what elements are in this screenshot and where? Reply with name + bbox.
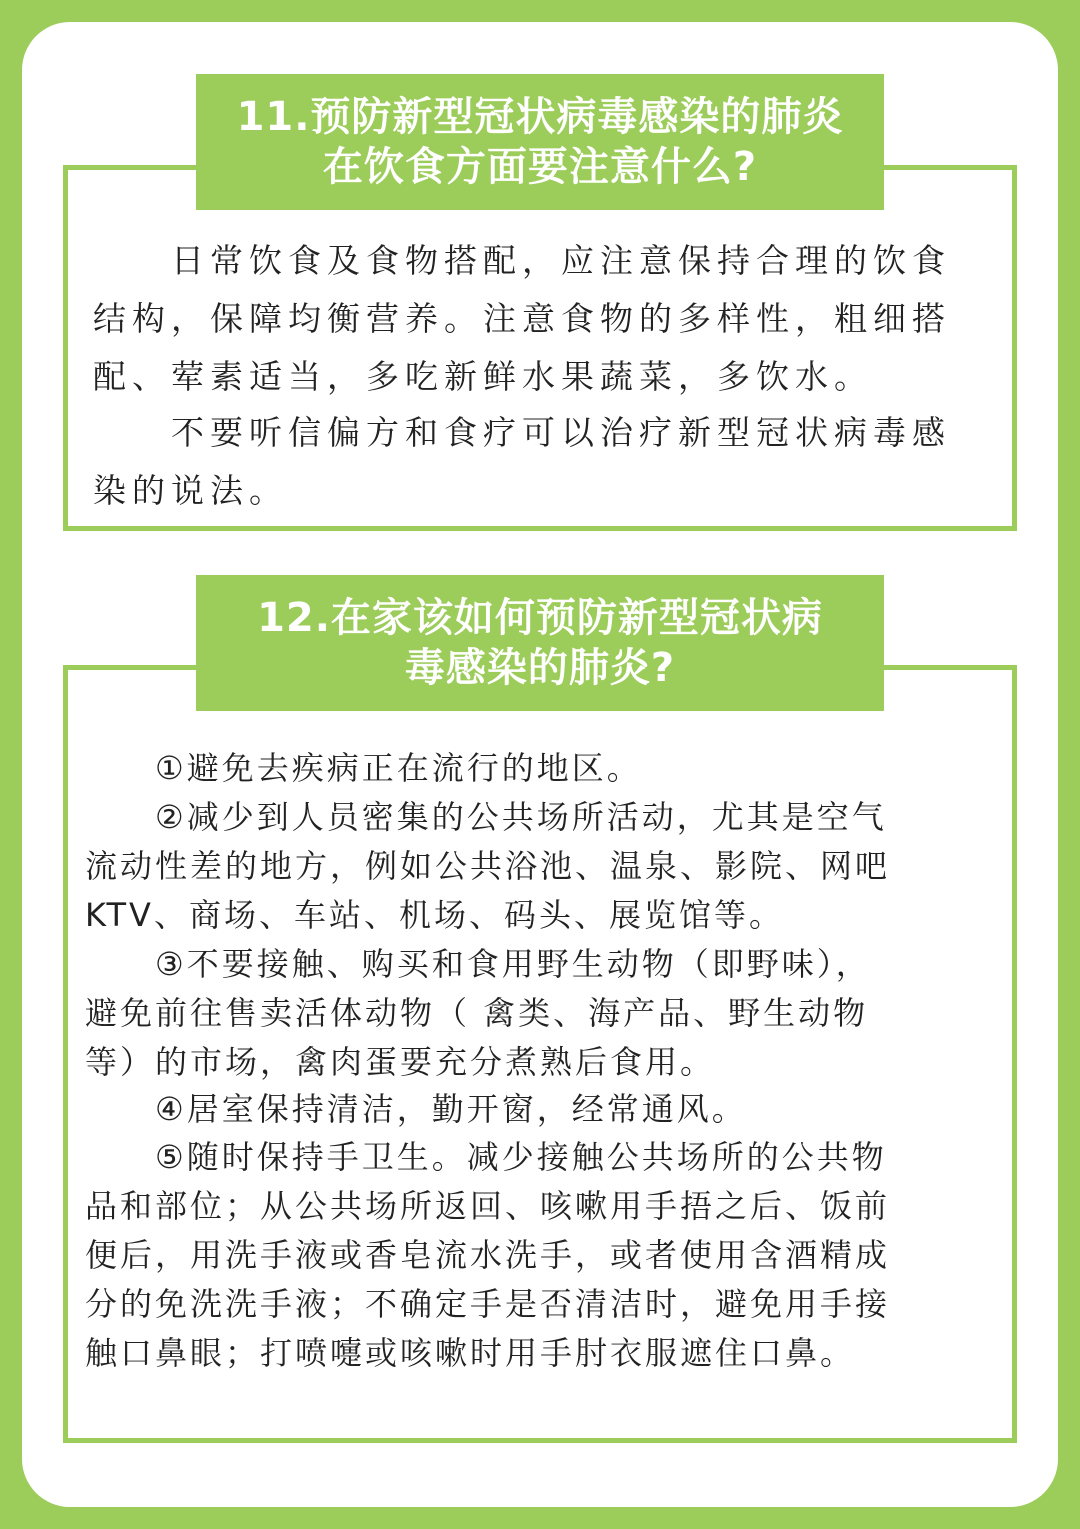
section-11-title (196, 74, 884, 210)
section-12-title-line-2: 毒感染的肺炎? (404, 645, 676, 691)
section-11-paragraph-2: 不要听信偏方和食疗可以治疗新型冠状病毒感 染的说法。 (93, 413, 951, 510)
section-12-title-line-1: 12.在家该如何预防新型冠状病 (257, 595, 823, 641)
section-11-title-line-2: 在饮食方面要注意什么? (322, 144, 758, 190)
section-12-item-4: ④居室保持清洁，勤开窗，经常通风。 (85, 1090, 747, 1128)
section-12-title (196, 575, 884, 711)
section-12-item-3: ③不要接触、购买和食用野生动物（即野味）， 避免前往售卖活体动物（ 禽类、海产品、野生动物 等）的市场，禽肉蛋要充分煮熟后食用。 (85, 945, 871, 1081)
section-11-paragraph-1: 日常饮食及食物搭配，应注意保持合理的饮食 结构，保障均衡营养。注意食物的多样性，粗细搭 配、荤素适当，多吃新鲜水果蔬菜，多饮水。 (93, 241, 951, 396)
section-12-item-2: ②减少到人员密集的公共场所活动，尤其是空气 流动性差的地方，例如公共浴池、温泉、影院、网吧 KTV、商场、车站、机场、码头、展览馆等。 (85, 798, 891, 934)
section-11-title-line-1: 11.预防新型冠状病毒感染的肺炎 (236, 94, 844, 140)
section-12-item-1: ①避免去疾病正在流行的地区。 (85, 749, 642, 787)
section-12-item-5: ⑤随时保持手卫生。减少接触公共场所的公共物 品和部位；从公共场所返回、咳嗽用手捂之后、饭前 便后，用洗手液或香皂流水洗手，或者使用含酒精成 分的免洗洗手液；不确定手是否清洁时，避免用手接 触口鼻眼；打喷嚏或咳嗽时用手肘衣服遮住口鼻。 (85, 1138, 891, 1372)
